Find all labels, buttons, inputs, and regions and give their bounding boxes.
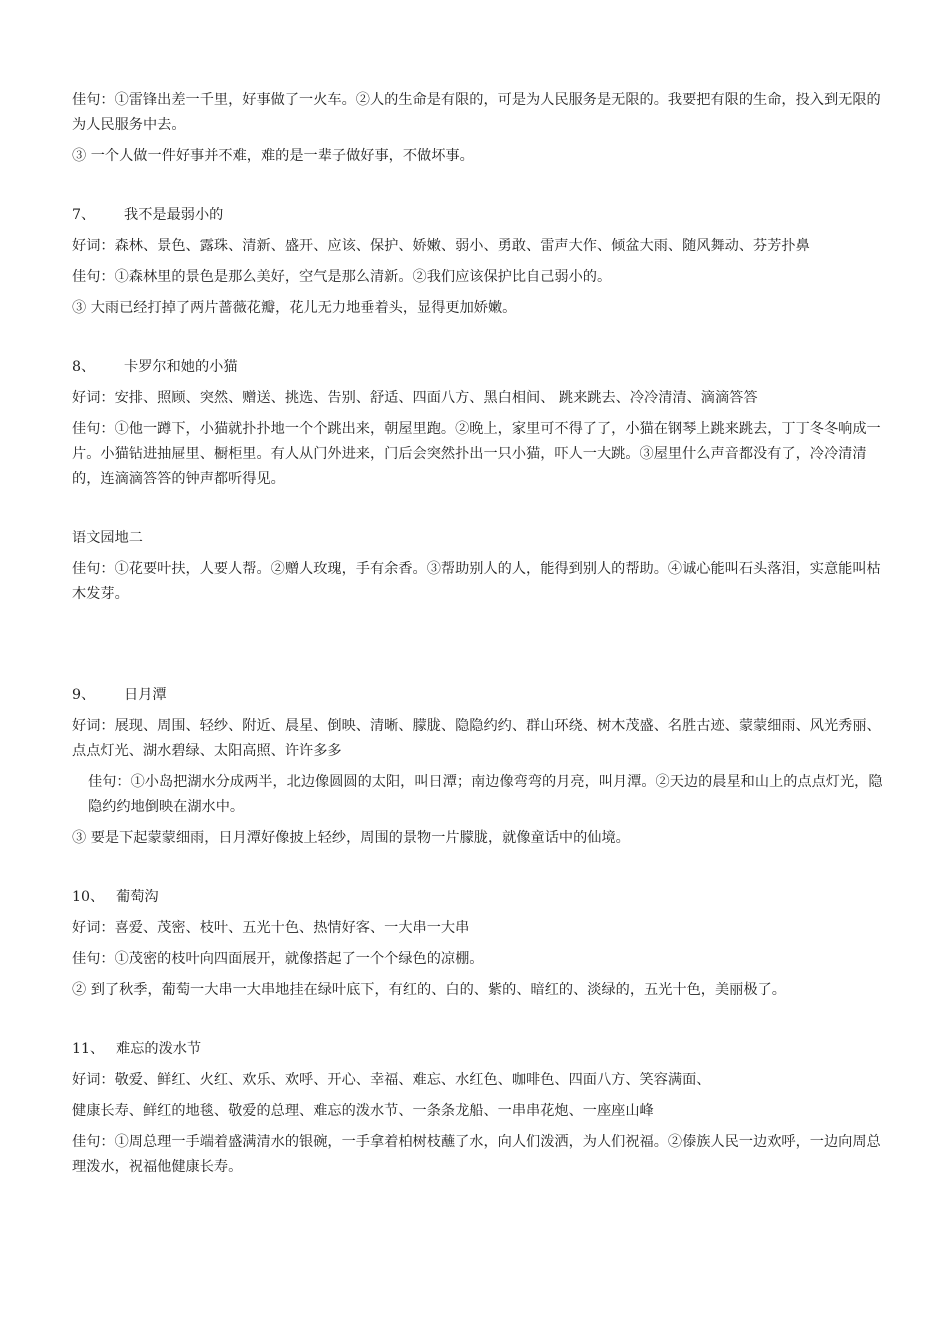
intro-sentence-1: 佳句：①雷锋出差一千里，好事做了一火车。②人的生命是有限的，可是为人民服务是无限的。我要把有限的生命，投入到无限的为人民服务中去。 [72,92,881,133]
section-7-sentence-2: ③ 大雨已经打掉了两片蔷薇花瓣，花儿无力地垂着头，显得更加娇嫩。 [72,300,517,316]
section-10-sentence: 佳句：①茂密的枝叶向四面展开，就像搭起了一个个绿色的凉棚。 [72,951,484,967]
section-8-words: 好词：安排、照顾、突然、赠送、挑选、告别、舒适、四面八方、黑白相间、 跳来跳去、冷冷清清、滴滴答答 [72,390,758,406]
section-9-heading [72,683,884,708]
section-garden-title: 语文园地二 [72,530,143,546]
section-10-sentence-2: ② 到了秋季，葡萄一大串一大串地挂在绿叶底下，有红的、白的、紫的、暗红的、淡绿的，五光十色，美丽极了。 [72,982,786,998]
section-7-sentence: 佳句：①森林里的景色是那么美好，空气是那么清新。②我们应该保护比自己弱小的。 [72,269,612,285]
section-8-sentence: 佳句：①他一蹲下，小猫就扑扑地一个个跳出来，朝屋里跑。②晚上，家里可不得了了，小猫在钢琴上跳来跳去，丁丁冬冬响成一片。小猫钻进抽屉里、橱柜里。有人从门外进来，门后会突然扑出一只小猫，吓人一大跳。③屋里什么声音都没有了，冷冷清清的，连滴滴答答的钟声都听得见。 [72,421,881,487]
section-garden-sentence: 佳句：①花要叶扶，人要人帮。②赠人玫瑰，手有余香。③帮助别人的人，能得到别人的帮助。④诚心能叫石头落泪，实意能叫枯木发芽。 [72,561,881,602]
section-11-number: 11、 [72,1041,105,1057]
section-11-title: 难忘的泼水节 [116,1041,202,1057]
section-9-sentence: 佳句：①小岛把湖水分成两半，北边像圆圆的太阳，叫日潭；南边像弯弯的月亮，叫月潭。②天边的晨星和山上的点点灯光，隐隐约约地倒映在湖水中。 [88,774,883,815]
section-10-heading [72,885,884,910]
section-7-words: 好词：森林、景色、露珠、清新、盛开、应该、保护、娇嫩、弱小、勇敢、雷声大作、倾盆大雨、随风舞动、芬芳扑鼻 [72,238,810,254]
section-9-number: 9、 [72,687,96,703]
section-7-number: 7、 [72,207,96,223]
section-11-words: 好词：敬爱、鲜红、火红、欢乐、欢呼、开心、幸福、难忘、水红色、咖啡色、四面八方、笑容满面、 [72,1072,711,1088]
section-8-number: 8、 [72,359,96,375]
intro-sentence-2: ③ 一个人做一件好事并不难，难的是一辈子做好事，不做坏事。 [72,148,474,164]
section-8-heading [72,355,884,380]
section-10 [72,885,884,1003]
section-garden [72,526,884,607]
section-9-title: 日月潭 [124,687,167,703]
section-7-heading [72,203,884,228]
section-11-sentence: 佳句：①周总理一手端着盛满清水的银碗，一手拿着柏树枝蘸了水，向人们泼洒，为人们祝福。②傣族人民一边欢呼，一边向周总理泼水，祝福他健康长寿。 [72,1134,881,1175]
section-7-title: 我不是最弱小的 [124,207,224,223]
section-10-number: 10、 [72,889,105,905]
section-11 [72,1037,884,1180]
section-9 [72,683,884,851]
document-content [72,88,884,1186]
section-11-heading [72,1037,884,1062]
section-7 [72,203,884,321]
section-10-words: 好词：喜爱、茂密、枝叶、五光十色、热情好客、一大串一大串 [72,920,470,936]
section-8 [72,355,884,492]
section-9-words: 好词：展现、周围、轻纱、附近、晨星、倒映、清晰、朦胧、隐隐约约、群山环绕、树木茂盛、名胜古迹、蒙蒙细雨、风光秀丽、点点灯光、湖水碧绿、太阳高照、许许多多 [72,718,881,759]
section-intro [72,88,884,169]
section-9-sentence-2: ③ 要是下起蒙蒙细雨，日月潭好像披上轻纱，周围的景物一片朦胧，就像童话中的仙境。 [72,830,630,846]
section-10-title: 葡萄沟 [116,889,159,905]
section-8-title: 卡罗尔和她的小猫 [124,359,238,375]
section-11-words-2: 健康长寿、鲜红的地毯、敬爱的总理、难忘的泼水节、一条条龙船、一串串花炮、一座座山峰 [72,1103,654,1119]
